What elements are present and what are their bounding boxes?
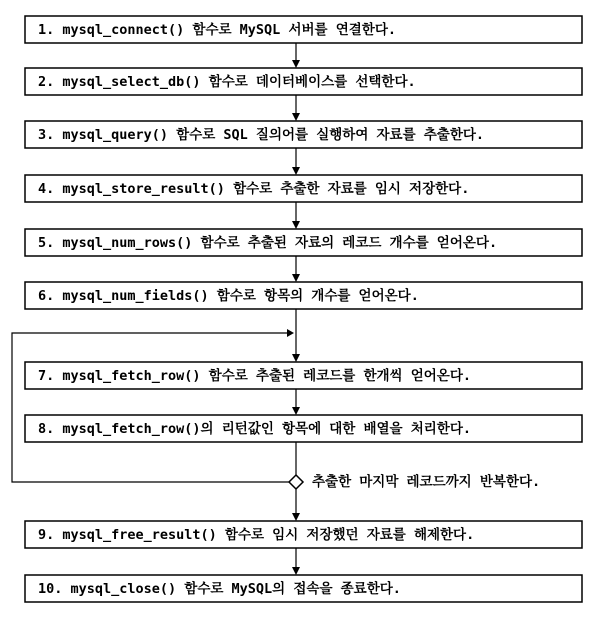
step-7-text: 7. mysql_fetch_row() 함수로 추출된 레코드를 한개씩 얻어온다. bbox=[38, 368, 472, 384]
step-6-text: 6. mysql_num_fields() 함수로 항목의 개수를 얻어온다. bbox=[38, 288, 419, 304]
step-5-text: 5. mysql_num_rows() 함수로 추출된 자료의 레코드 개수를 얻어온다. bbox=[38, 235, 498, 251]
step-8 bbox=[25, 415, 582, 442]
step-10-text: 10. mysql_close() 함수로 MySQL의 접속을 종료한다. bbox=[38, 581, 401, 597]
step-6 bbox=[25, 282, 582, 309]
arrow-decision-9 bbox=[292, 489, 300, 521]
arrow-9-10 bbox=[292, 548, 300, 575]
step-3 bbox=[25, 121, 582, 148]
decision-text: 추출한 마지막 레코드까지 반복한다. bbox=[312, 474, 541, 490]
step-7 bbox=[25, 362, 582, 389]
step-3-text: 3. mysql_query() 함수로 SQL 질의어를 실행하여 자료를 추출한다. bbox=[38, 127, 485, 143]
step-8-text: 8. mysql_fetch_row()의 리턴값인 항목에 대한 배열을 처리한다. bbox=[38, 421, 472, 437]
step-4-text: 4. mysql_store_result() 함수로 추출한 자료를 임시 저장한다. bbox=[38, 181, 470, 197]
arrow-2-3 bbox=[292, 95, 300, 121]
decision-node bbox=[289, 473, 540, 490]
loop-back-arrow bbox=[12, 329, 294, 482]
step-1 bbox=[25, 16, 582, 43]
arrow-3-4 bbox=[292, 148, 300, 175]
arrow-5-6 bbox=[292, 256, 300, 282]
arrow-4-5 bbox=[292, 202, 300, 229]
step-9-text: 9. mysql_free_result() 함수로 임시 저장했던 자료를 해제한다. bbox=[38, 527, 475, 543]
decision-diamond bbox=[289, 475, 303, 489]
step-9 bbox=[25, 521, 582, 548]
arrow-7-8 bbox=[292, 389, 300, 415]
step-10 bbox=[25, 575, 582, 602]
step-1-text: 1. mysql_connect() 함수로 MySQL 서버를 연결한다. bbox=[38, 22, 396, 38]
step-4 bbox=[25, 175, 582, 202]
step-2-text: 2. mysql_select_db() 함수로 데이터베이스를 선택한다. bbox=[38, 74, 416, 90]
arrow-6-7 bbox=[292, 309, 300, 362]
step-2 bbox=[25, 68, 582, 95]
step-5 bbox=[25, 229, 582, 256]
arrow-1-2 bbox=[292, 43, 300, 68]
